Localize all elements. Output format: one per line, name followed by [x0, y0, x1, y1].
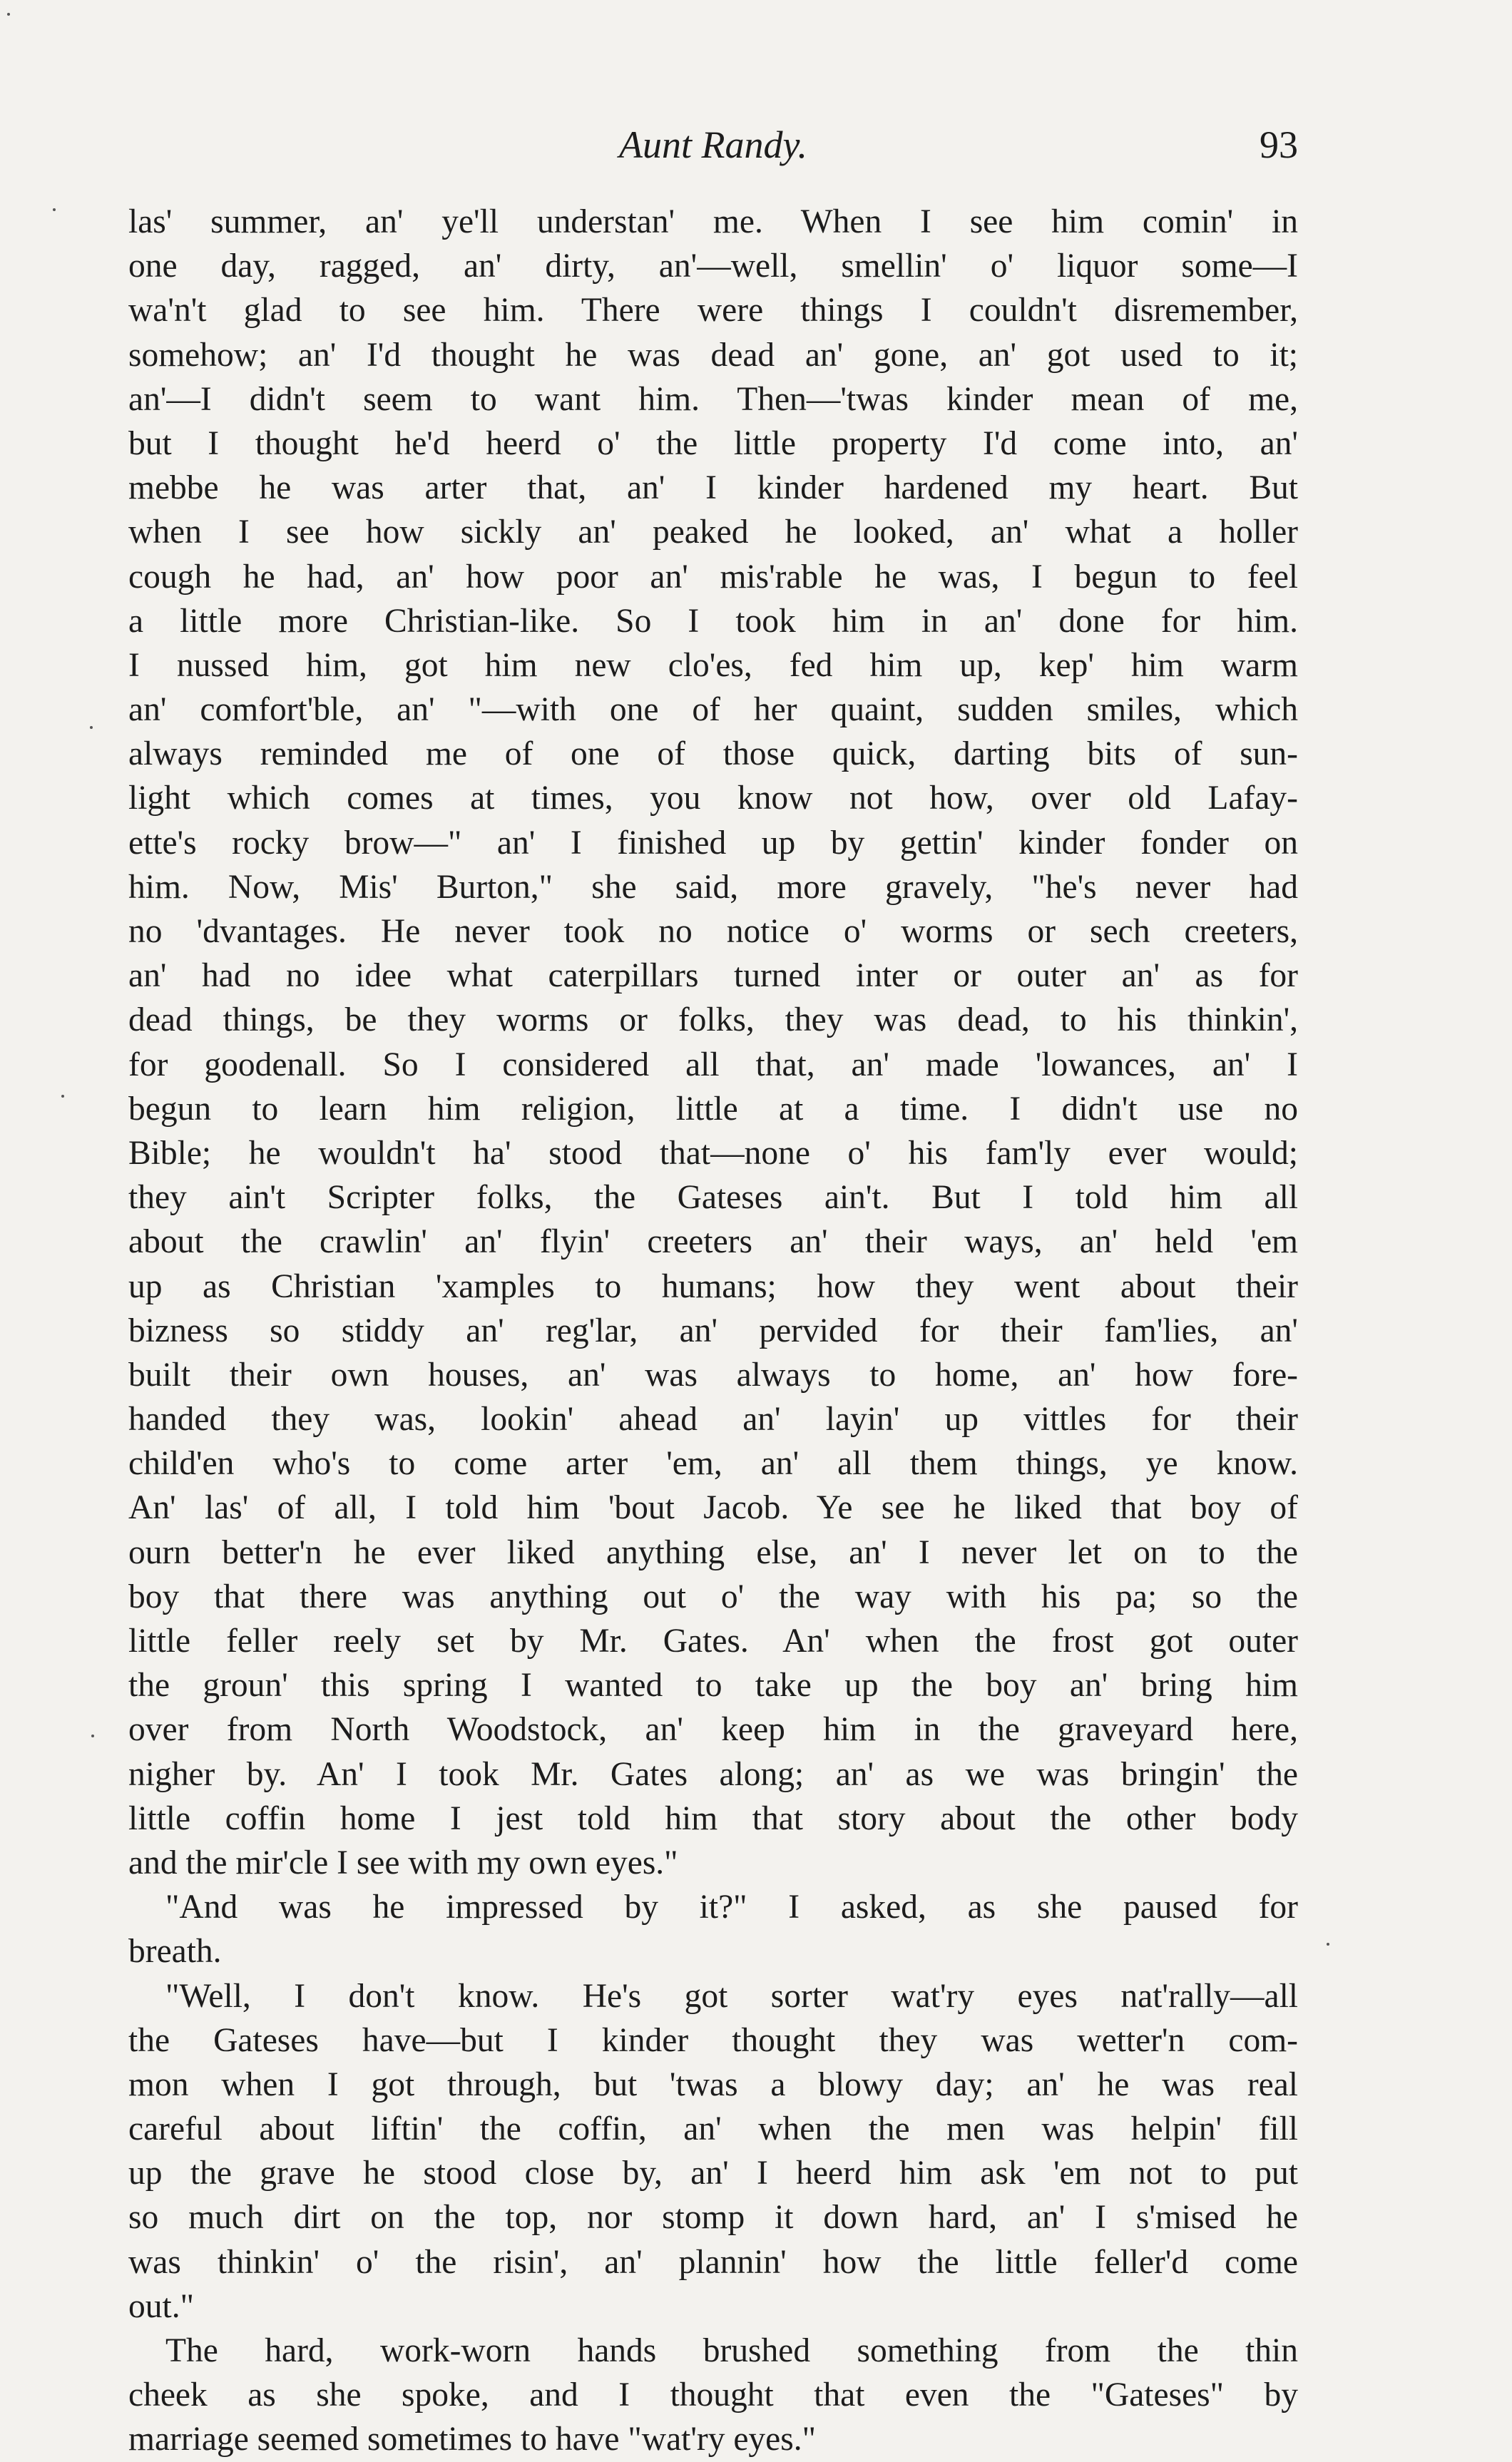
- text-line: an' had no idee what caterpillars turned inter or outer an' as for: [128, 957, 1298, 995]
- scan-speck: [91, 1735, 94, 1737]
- paragraph: [128, 1974, 1298, 2329]
- scan-speck: [90, 726, 93, 729]
- text-line: ourn better'n he ever liked anything else, an' I never let on to the: [128, 1533, 1298, 1571]
- text-line: for goodenall. So I considered all that, an' made 'lowances, an' I: [128, 1046, 1298, 1083]
- text-line: An' las' of all, I told him 'bout Jacob. Ye see he liked that boy of: [128, 1489, 1298, 1527]
- text-line: dead things, be they worms or folks, they was dead, to his thinkin',: [128, 1001, 1298, 1039]
- text-line: little feller reely set by Mr. Gates. An' when the frost got outer: [128, 1623, 1298, 1660]
- paragraph: [128, 2329, 1298, 2462]
- scan-speck: [53, 208, 56, 211]
- page-number: 93: [1260, 123, 1298, 166]
- text-line: an' comfort'ble, an' "—with one of her quaint, sudden smiles, which: [128, 691, 1298, 729]
- paragraph: [128, 200, 1298, 1885]
- text-line: handed they was, lookin' ahead an' layin' up vittles for their: [128, 1401, 1298, 1439]
- text-line: about the crawlin' an' flyin' creeters an' their ways, an' held 'em: [128, 1223, 1298, 1261]
- text-line: cough he had, an' how poor an' mis'rable he was, I begun to feel: [128, 558, 1298, 596]
- text-line: light which comes at times, you know not how, over old Lafay-: [128, 780, 1298, 817]
- scan-speck: [7, 13, 10, 16]
- text-line: "Well, I don't know. He's got sorter wat'ry eyes nat'rally—all: [165, 1977, 1298, 2015]
- text-line: up as Christian 'xamples to humans; how they went about their: [128, 1267, 1298, 1305]
- text-line: out.": [128, 2287, 194, 2325]
- body-text: [128, 200, 1298, 2462]
- text-line: up the grave he stood close by, an' I heerd him ask 'em not to put: [128, 2155, 1298, 2192]
- text-line: and the mir'cle I see with my own eyes.": [128, 1844, 678, 1881]
- text-line: breath.: [128, 1933, 222, 1971]
- text-line: one day, ragged, an' dirty, an'—well, smellin' o' liquor some—I: [128, 247, 1298, 285]
- text-line: las' summer, an' ye'll understan' me. When I see him comin' in: [128, 203, 1298, 240]
- text-line: I nussed him, got him new clo'es, fed him up, kep' him warm: [128, 646, 1298, 684]
- text-line: an'—I didn't seem to want him. Then—'twas kinder mean of me,: [128, 380, 1298, 418]
- text-line: begun to learn him religion, little at a time. I didn't use no: [128, 1090, 1298, 1128]
- text-line: child'en who's to come arter 'em, an' all them things, ye know.: [128, 1445, 1298, 1483]
- text-line: bizness so stiddy an' reg'lar, an' pervided for their fam'lies, an': [128, 1312, 1298, 1349]
- text-line: nigher by. An' I took Mr. Gates along; an' as we was bringin' the: [128, 1755, 1298, 1793]
- text-line: was thinkin' o' the risin', an' plannin' how the little feller'd come: [128, 2243, 1298, 2281]
- running-head: [128, 120, 1298, 170]
- text-line: the groun' this spring I wanted to take up the boy an' bring him: [128, 1667, 1298, 1705]
- text-line: a little more Christian-like. So I took him in an' done for him.: [128, 602, 1298, 640]
- running-title: Aunt Randy.: [619, 123, 807, 166]
- text-line: over from North Woodstock, an' keep him in the graveyard here,: [128, 1711, 1298, 1749]
- text-line: built their own houses, an' was always to home, an' how fore-: [128, 1356, 1298, 1394]
- text-line: when I see how sickly an' peaked he looked, an' what a holler: [128, 514, 1298, 551]
- text-line: "And was he impressed by it?" I asked, as she paused for: [165, 1889, 1298, 1926]
- text-line: mebbe he was arter that, an' I kinder hardened my heart. But: [128, 469, 1298, 507]
- paragraph: [128, 1885, 1298, 1973]
- text-line: somehow; an' I'd thought he was dead an' gone, an' got used to it;: [128, 336, 1298, 374]
- text-line: boy that there was anything out o' the way with his pa; so the: [128, 1578, 1298, 1615]
- text-line: wa'n't glad to see him. There were things I couldn't disremember,: [128, 292, 1298, 330]
- text-line: The hard, work-worn hands brushed something from the thin: [165, 2332, 1298, 2369]
- text-line: careful about liftin' the coffin, an' when the men was helpin' fill: [128, 2110, 1298, 2148]
- text-line: always reminded me of one of those quick, darting bits of sun-: [128, 735, 1298, 773]
- text-line: but I thought he'd heerd o' the little property I'd come into, an': [128, 424, 1298, 462]
- text-line: so much dirt on the top, nor stomp it down hard, an' I s'mised he: [128, 2199, 1298, 2237]
- text-line: mon when I got through, but 'twas a blowy day; an' he was real: [128, 2065, 1298, 2103]
- text-line: ette's rocky brow—" an' I finished up by gettin' kinder fonder on: [128, 824, 1298, 862]
- text-line: no 'dvantages. He never took no notice o' worms or sech creeters,: [128, 913, 1298, 950]
- text-line: him. Now, Mis' Burton," she said, more gravely, "he's never had: [128, 868, 1298, 906]
- scan-speck: [1327, 1943, 1329, 1946]
- text-line: marriage seemed sometimes to have "wat'ry eyes.": [128, 2421, 817, 2458]
- text-line: little coffin home I jest told him that story about the other body: [128, 1799, 1298, 1837]
- scan-speck: [61, 1095, 64, 1098]
- text-line: Bible; he wouldn't ha' stood that—none o' his fam'ly ever would;: [128, 1134, 1298, 1172]
- text-line: they ain't Scripter folks, the Gateses ain't. But I told him all: [128, 1179, 1298, 1217]
- text-line: the Gateses have—but I kinder thought they was wetter'n com-: [128, 2021, 1298, 2059]
- text-line: cheek as she spoke, and I thought that even the "Gateses" by: [128, 2376, 1298, 2414]
